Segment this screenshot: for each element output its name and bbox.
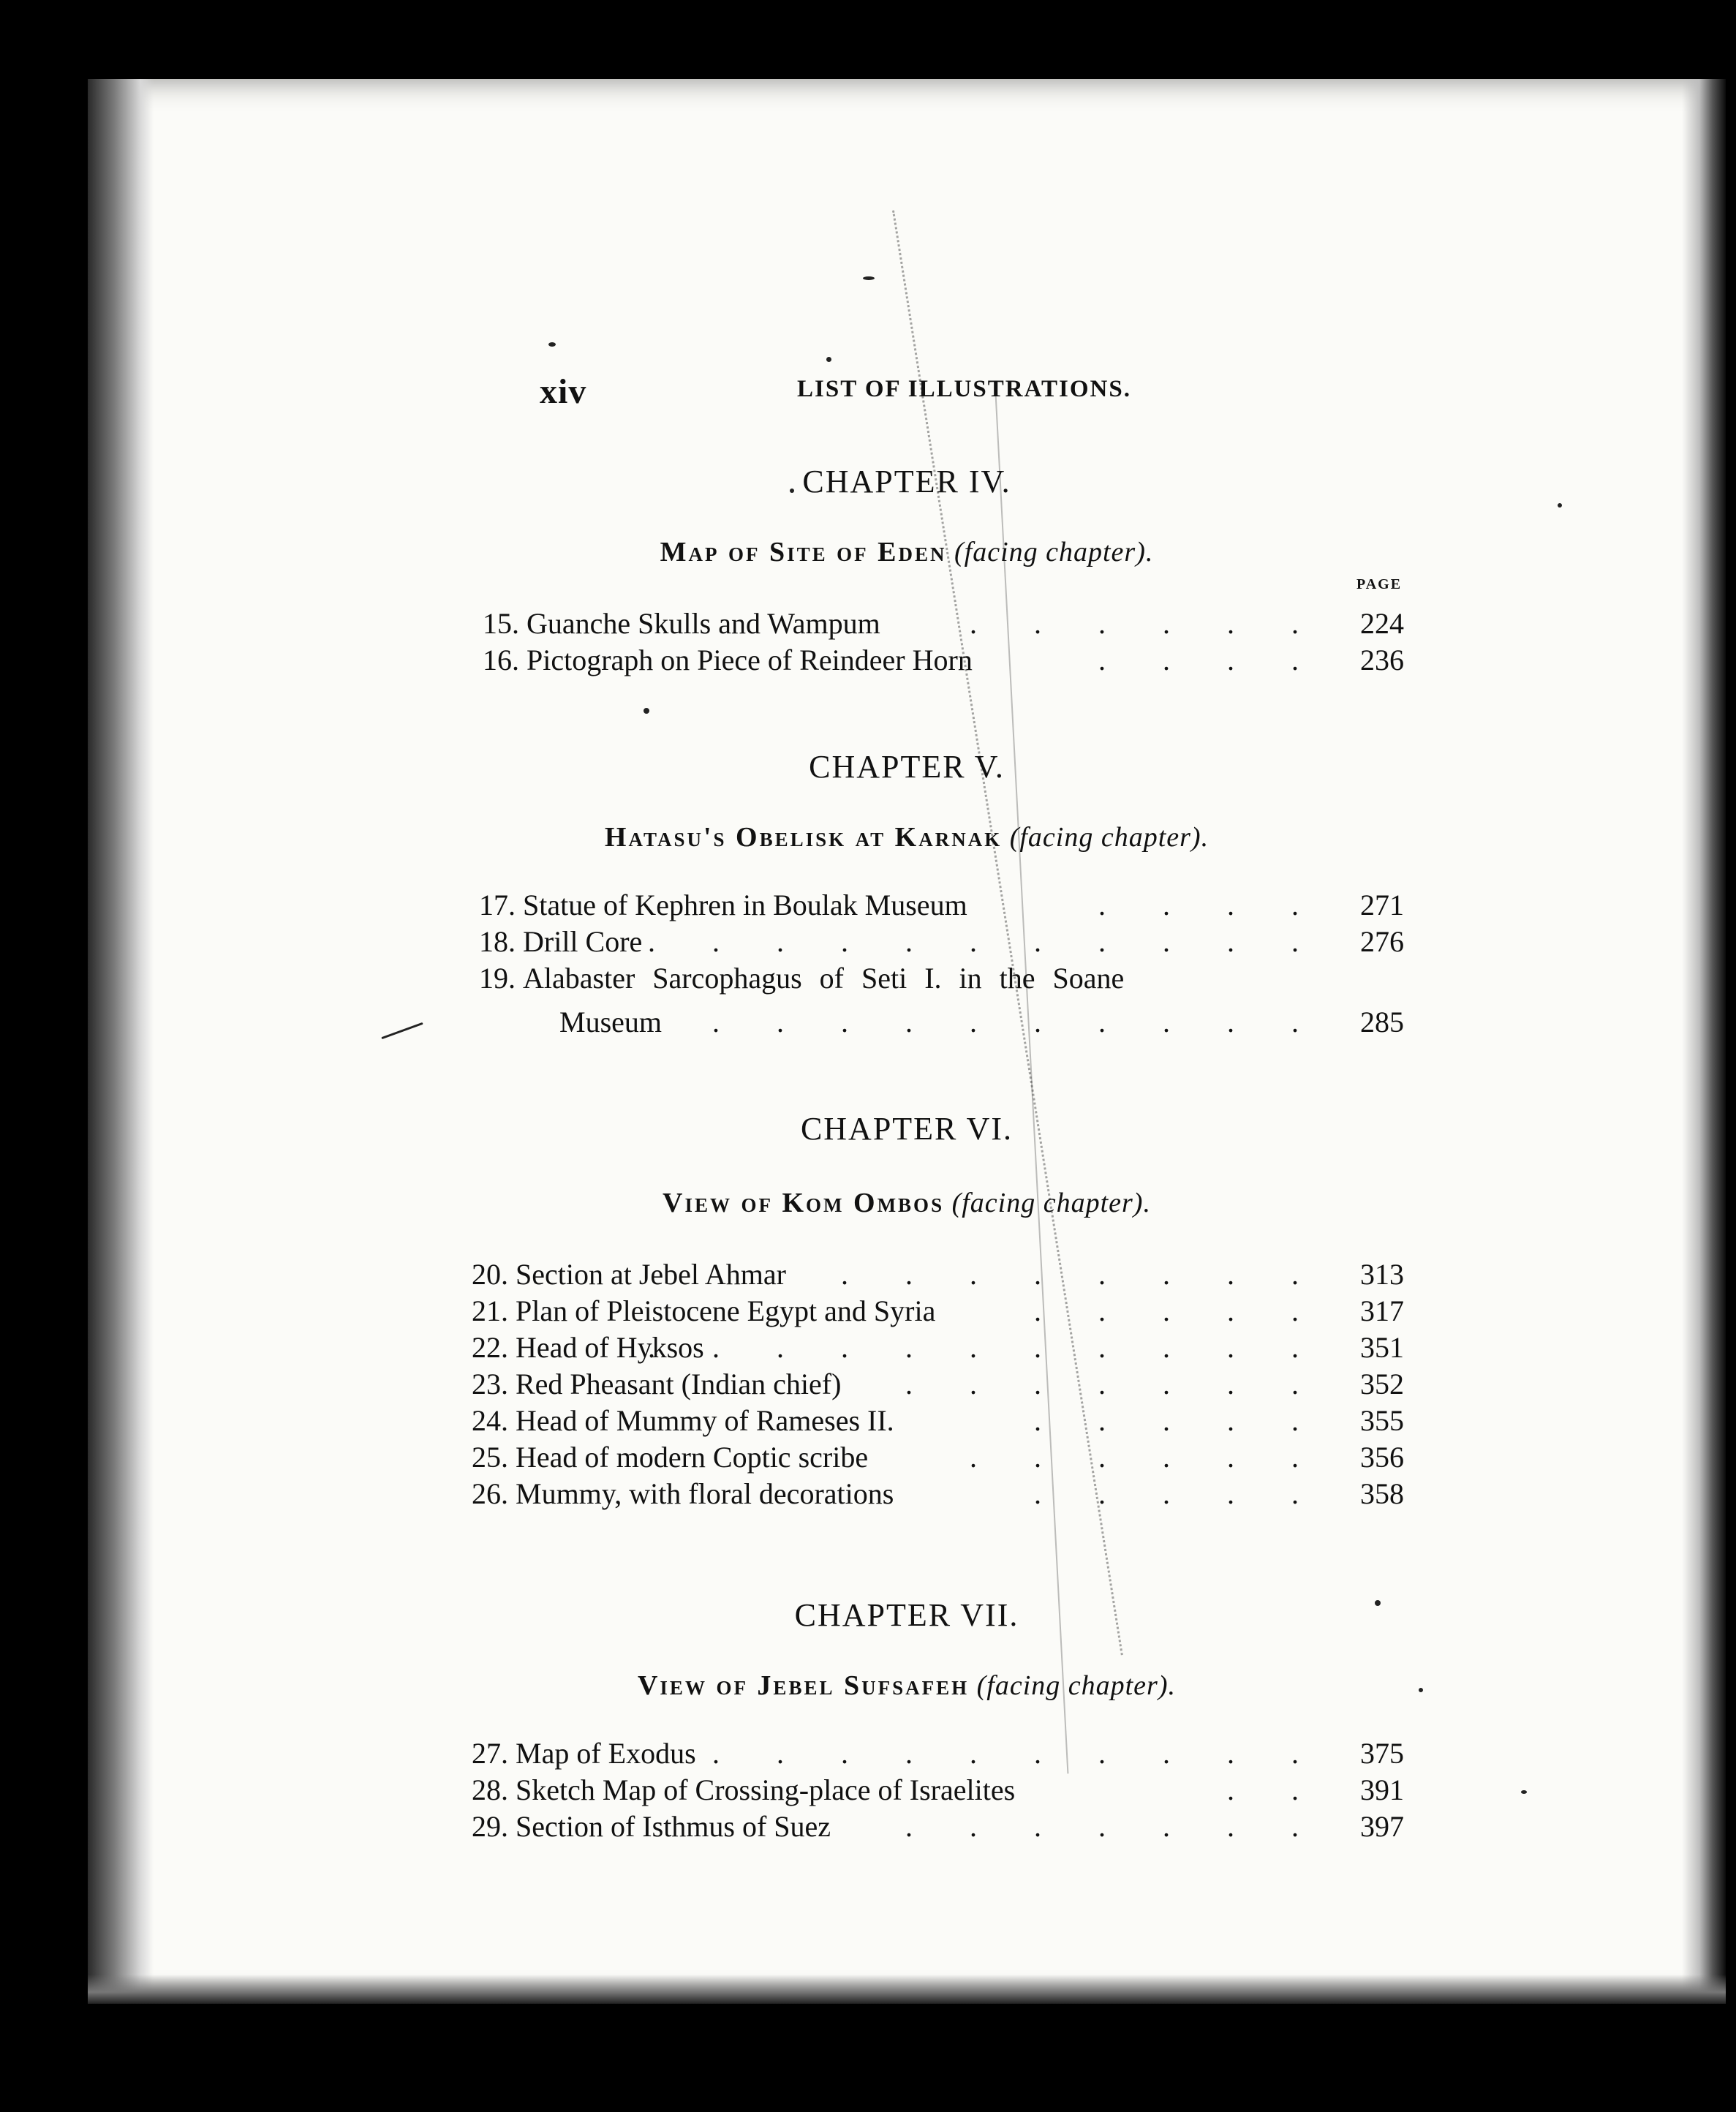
item-title: Mummy, with floral decorations [516,1477,894,1510]
item-title: Statue of Kephren in Boulak Museum [523,889,967,921]
dot-leader: . . . . . [1034,1294,1324,1327]
item-number: 20. [472,1258,508,1291]
plate-note: (facing chapter). [976,1670,1176,1701]
item-page: 285 [1360,1006,1404,1038]
list-item [88,642,1726,679]
scan-speck [790,489,794,493]
list-item-continuation [88,1004,1726,1041]
item-title: Head of modern Coptic scribe [516,1441,869,1474]
item-title: Guanche Skulls and Wampum [527,607,880,640]
item-title: Red Pheasant (Indian chief) [516,1368,842,1400]
plate-title: Map of Site of Eden [660,537,947,567]
scan-speck [863,276,875,280]
item-page: 236 [1360,644,1404,676]
dot-leader: . . . . . . . [905,1368,1324,1400]
dot-leader: . . . . . . . . [841,1258,1324,1291]
item-page: 375 [1360,1737,1404,1770]
plate-note: (facing chapter). [1009,822,1209,853]
page-number: xiv [540,372,587,411]
item-number: 18. [479,925,516,958]
item-page: 276 [1360,925,1404,958]
scan-speck [548,342,556,347]
chapter-heading: CHAPTER VII. [794,1597,1019,1633]
plate-caption [88,1187,1726,1219]
page-column-label: PAGE [1356,576,1403,592]
item-title: Plan of Pleistocene Egypt and Syria [516,1294,936,1327]
list-item [88,1330,1726,1366]
item-number: 28. [472,1773,508,1806]
dot-leader: . . . . . [1034,1477,1324,1510]
plate-note: (facing chapter). [954,537,1154,567]
chapter-heading: CHAPTER VI. [800,1111,1014,1147]
chapter-heading: CHAPTER V. [809,749,1005,785]
scan-speck [1558,503,1562,508]
plate-caption [88,536,1726,568]
list-item [88,1256,1726,1293]
item-number: 15. [483,607,519,640]
item-title: Sketch Map of Crossing-place of Israelites [516,1773,1016,1806]
scan-speck [826,357,831,362]
item-number: 19. [479,962,516,995]
list-item [88,1439,1726,1476]
item-number: 24. [472,1404,508,1437]
dot-leader: . . . . . . [970,1441,1324,1474]
item-number: 26. [472,1477,508,1510]
item-title-continuation: Museum [559,1006,662,1038]
plate-caption [88,821,1726,853]
item-page: 224 [1360,607,1404,640]
list-item [88,1476,1726,1512]
dot-leader: . . . . . . . [905,1810,1324,1843]
item-title: Alabaster Sarcophagus of Seti I. in the Soane [523,962,1125,995]
dot-leader: . . [1227,1773,1324,1806]
scan-speck [644,708,649,714]
item-title: Section of Isthmus of Suez [516,1810,831,1843]
dot-leader: . . . . . [1034,1404,1324,1437]
list-item [88,924,1726,960]
item-page: 356 [1360,1441,1404,1474]
list-item [88,1293,1726,1330]
item-page: 397 [1360,1810,1404,1843]
dot-leader: . . . . . . [970,607,1324,640]
item-page: 355 [1360,1404,1404,1437]
list-item [88,887,1726,924]
item-number: 16. [483,644,519,676]
scan-speck [1375,1600,1381,1606]
scan-speck [1419,1688,1423,1692]
item-page: 391 [1360,1773,1404,1806]
list-item [88,1366,1726,1403]
item-page: 351 [1360,1331,1404,1364]
running-title: LIST OF ILLUSTRATIONS. [797,376,1131,402]
item-page: 358 [1360,1477,1404,1510]
item-title: Pictograph on Piece of Reindeer Horn [527,644,973,676]
page-header [88,372,1726,415]
item-page: 271 [1360,889,1404,921]
scan-speck [1521,1790,1527,1794]
item-page: 317 [1360,1294,1404,1327]
item-title: Section at Jebel Ahmar [516,1258,786,1291]
list-item [88,960,1726,997]
item-title: Head of Mummy of Rameses II. [516,1404,894,1437]
list-item [88,1809,1726,1845]
item-number: 25. [472,1441,508,1474]
plate-note: (facing chapter). [951,1188,1151,1218]
item-number: 27. [472,1737,508,1770]
plate-title: View of Jebel Sufsafeh [637,1670,970,1701]
item-page: 313 [1360,1258,1404,1291]
dot-leader: . . . . . . . . . . [712,1737,1324,1770]
item-title: Head of Hyksos [516,1331,704,1364]
item-title: Drill Core [523,925,643,958]
list-item [88,1772,1726,1809]
dot-leader: . . . . [1098,889,1324,921]
list-item [88,606,1726,642]
item-number: 17. [479,889,516,921]
item-number: 29. [472,1810,508,1843]
plate-caption [88,1670,1726,1702]
paper-fold-line [995,386,1071,1774]
item-title: Map of Exodus [516,1737,696,1770]
dot-leader: . . . . . . . . . . [712,1006,1324,1038]
list-item [88,1403,1726,1439]
plate-title: Hatasu's Obelisk at Karnak [604,822,1003,853]
item-number: 23. [472,1368,508,1400]
plate-title: View of Kom Ombos [663,1188,945,1218]
dot-leader: . . . . . . . . . . . [648,925,1324,958]
dot-leader: . . . . [1098,644,1324,676]
page-bottom-edge [88,1975,1726,2004]
list-item [88,1735,1726,1772]
dot-leader: . . . . . . . . . . . [648,1331,1324,1364]
item-number: 21. [472,1294,508,1327]
chapter-heading: CHAPTER IV. [802,464,1011,499]
item-page: 352 [1360,1368,1404,1400]
item-number: 22. [472,1331,508,1364]
book-page [88,79,1726,2002]
